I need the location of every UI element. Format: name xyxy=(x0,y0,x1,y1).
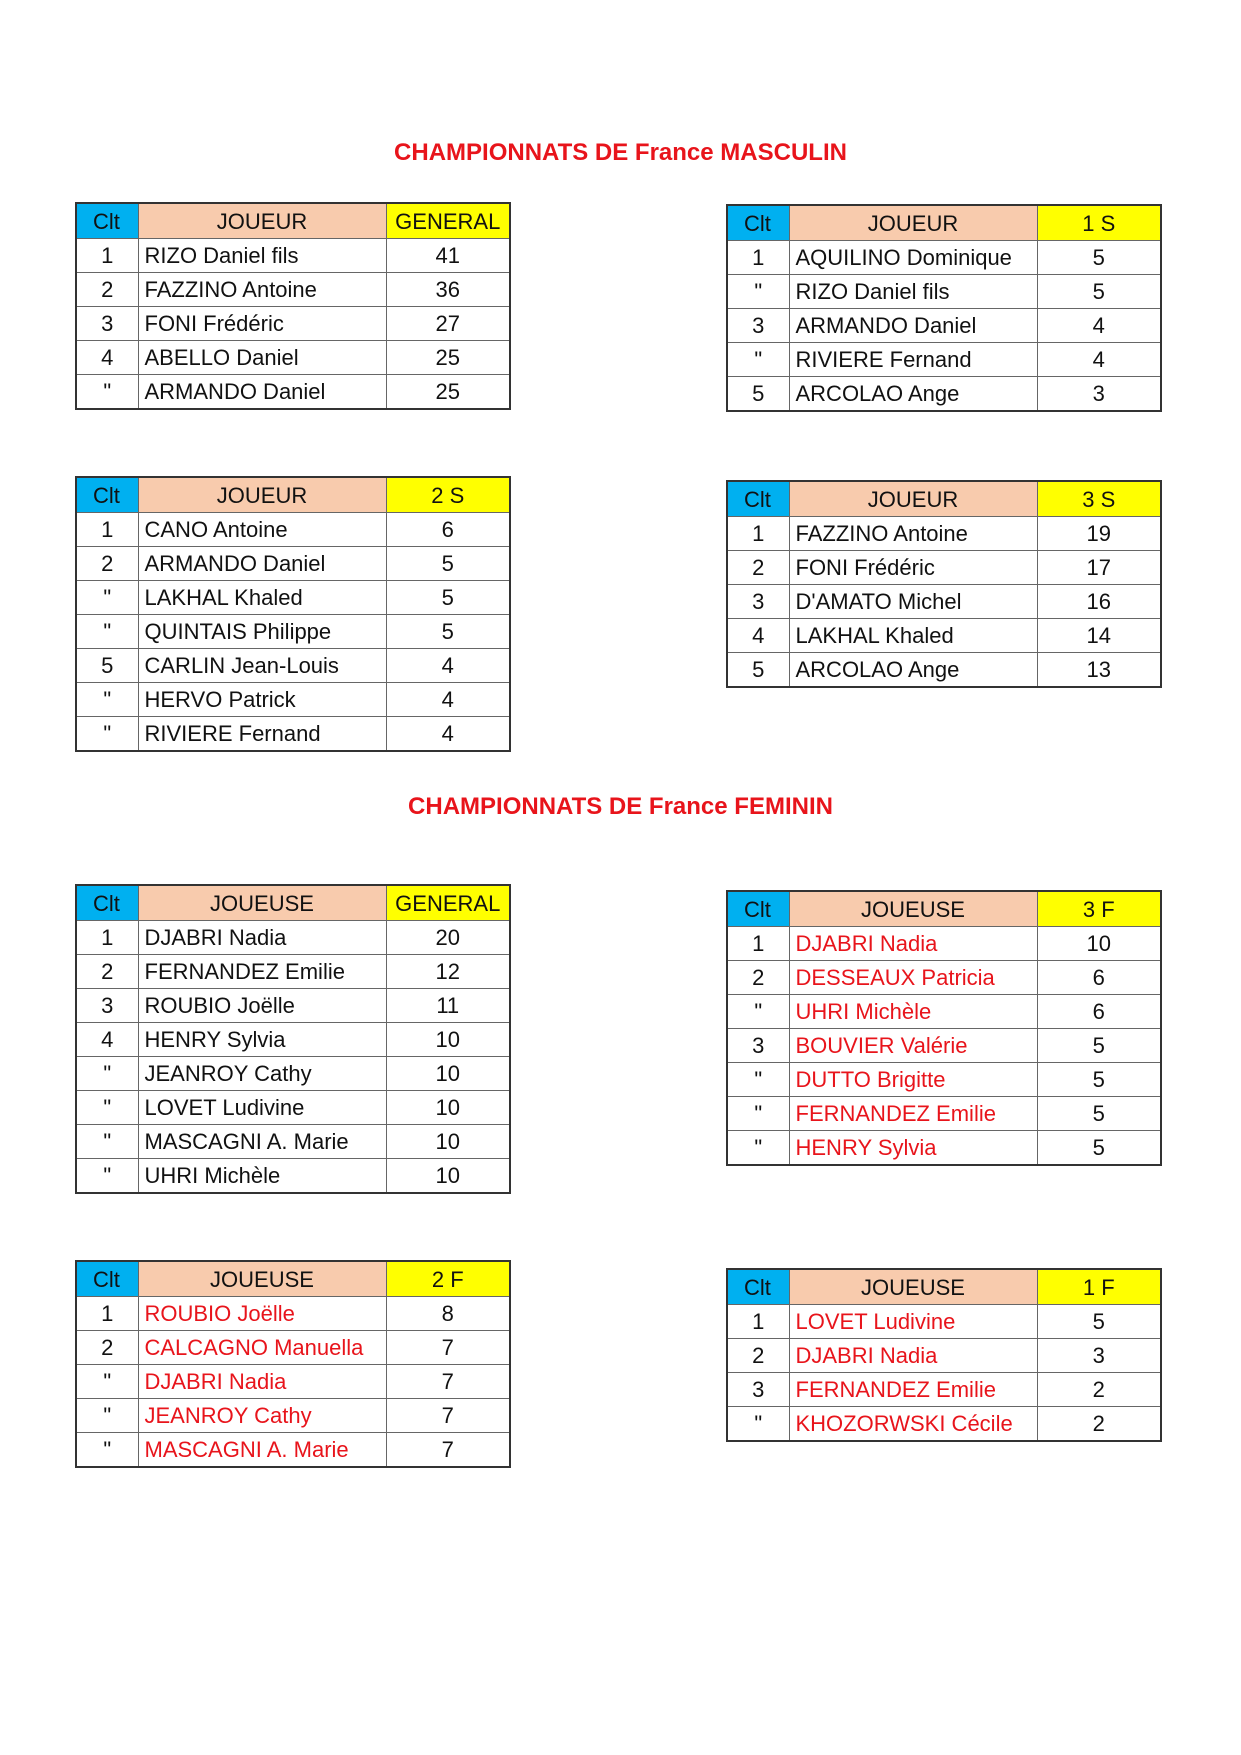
title-feminin: CHAMPIONNATS DE France FEMININ xyxy=(408,793,833,820)
rank-cell: " xyxy=(76,615,138,649)
score-cell: 19 xyxy=(1037,517,1161,551)
rank-cell: 3 xyxy=(727,309,789,343)
score-cell: 10 xyxy=(1037,927,1161,961)
rank-cell: 1 xyxy=(76,1297,138,1331)
table-m-3s xyxy=(726,480,1162,688)
score-cell: 5 xyxy=(1037,1305,1161,1339)
rank-cell: " xyxy=(76,717,138,752)
player-name-cell: RIVIERE Fernand xyxy=(789,343,1037,377)
score-cell: 16 xyxy=(1037,585,1161,619)
table-header-row xyxy=(76,203,510,239)
rank-cell: " xyxy=(727,1063,789,1097)
score-cell: 7 xyxy=(386,1365,510,1399)
rank-cell: 2 xyxy=(727,961,789,995)
score-cell: 7 xyxy=(386,1399,510,1433)
table-m-general xyxy=(75,202,511,410)
score-cell: 5 xyxy=(1037,1097,1161,1131)
player-name-cell: UHRI Michèle xyxy=(789,995,1037,1029)
score-cell: 5 xyxy=(1037,1029,1161,1063)
score-cell: 14 xyxy=(1037,619,1161,653)
rank-cell: 3 xyxy=(727,1373,789,1407)
table-row xyxy=(76,1023,510,1057)
table-row xyxy=(727,1097,1161,1131)
score-cell: 2 xyxy=(1037,1373,1161,1407)
player-name-cell: ROUBIO Joëlle xyxy=(138,989,386,1023)
player-name-cell: DUTTO Brigitte xyxy=(789,1063,1037,1097)
table-header-row xyxy=(76,885,510,921)
rank-cell: 2 xyxy=(76,547,138,581)
score-cell: 8 xyxy=(386,1297,510,1331)
score-cell: 4 xyxy=(1037,309,1161,343)
score-cell: 10 xyxy=(386,1057,510,1091)
rank-cell: 1 xyxy=(727,927,789,961)
table-row xyxy=(727,377,1161,412)
score-cell: 10 xyxy=(386,1091,510,1125)
score-cell: 4 xyxy=(386,649,510,683)
table-row xyxy=(76,1331,510,1365)
score-cell: 5 xyxy=(386,581,510,615)
score-cell: 4 xyxy=(386,717,510,752)
rank-cell: 1 xyxy=(76,513,138,547)
table-row xyxy=(76,1297,510,1331)
rank-cell: 3 xyxy=(76,989,138,1023)
score-cell: 25 xyxy=(386,341,510,375)
rank-cell: 1 xyxy=(76,239,138,273)
player-name-cell: LAKHAL Khaled xyxy=(138,581,386,615)
score-cell: 41 xyxy=(386,239,510,273)
header-clt: Clt xyxy=(727,1269,789,1305)
rank-cell: 1 xyxy=(76,921,138,955)
player-name-cell: MASCAGNI A. Marie xyxy=(138,1125,386,1159)
table-row xyxy=(76,1433,510,1468)
rank-cell: " xyxy=(76,375,138,410)
table-row xyxy=(727,1339,1161,1373)
rank-cell: 3 xyxy=(727,1029,789,1063)
player-name-cell: CARLIN Jean-Louis xyxy=(138,649,386,683)
rank-cell: " xyxy=(727,1097,789,1131)
table-row xyxy=(76,955,510,989)
player-name-cell: CANO Antoine xyxy=(138,513,386,547)
table-row xyxy=(727,585,1161,619)
player-name-cell: QUINTAIS Philippe xyxy=(138,615,386,649)
score-cell: 4 xyxy=(386,683,510,717)
player-name-cell: ARMANDO Daniel xyxy=(789,309,1037,343)
player-name-cell: HERVO Patrick xyxy=(138,683,386,717)
player-name-cell: RIVIERE Fernand xyxy=(138,717,386,752)
rank-cell: 2 xyxy=(76,1331,138,1365)
table-row xyxy=(727,275,1161,309)
player-name-cell: ARCOLAO Ange xyxy=(789,377,1037,412)
rank-cell: 3 xyxy=(76,307,138,341)
player-name-cell: DJABRI Nadia xyxy=(789,1339,1037,1373)
table-row xyxy=(76,307,510,341)
rank-cell: " xyxy=(76,1433,138,1468)
table-row xyxy=(76,1365,510,1399)
rank-cell: 1 xyxy=(727,1305,789,1339)
table-row xyxy=(76,649,510,683)
player-name-cell: FERNANDEZ Emilie xyxy=(789,1373,1037,1407)
score-cell: 6 xyxy=(386,513,510,547)
rank-cell: " xyxy=(727,343,789,377)
table-row xyxy=(76,1057,510,1091)
header-player: JOUEUR xyxy=(138,203,386,239)
table-row xyxy=(76,375,510,410)
table-row xyxy=(727,1305,1161,1339)
table-header-row xyxy=(76,1261,510,1297)
header-player: JOUEUR xyxy=(789,205,1037,241)
rank-cell: 2 xyxy=(76,273,138,307)
score-cell: 13 xyxy=(1037,653,1161,688)
rank-cell: 4 xyxy=(76,1023,138,1057)
header-player: JOUEUSE xyxy=(138,885,386,921)
table-row xyxy=(76,1091,510,1125)
table-row xyxy=(727,241,1161,275)
table-f-1f xyxy=(726,1268,1162,1442)
table-row xyxy=(727,1063,1161,1097)
rank-cell: " xyxy=(727,1131,789,1166)
score-cell: 10 xyxy=(386,1023,510,1057)
player-name-cell: ARCOLAO Ange xyxy=(789,653,1037,688)
score-cell: 7 xyxy=(386,1331,510,1365)
table-row xyxy=(727,1131,1161,1166)
rank-cell: " xyxy=(727,995,789,1029)
score-cell: 6 xyxy=(1037,961,1161,995)
header-clt: Clt xyxy=(76,477,138,513)
table-row xyxy=(727,927,1161,961)
score-cell: 10 xyxy=(386,1125,510,1159)
table-row xyxy=(76,547,510,581)
table-row xyxy=(76,989,510,1023)
header-player: JOUEUSE xyxy=(789,1269,1037,1305)
rank-cell: 2 xyxy=(76,955,138,989)
header-score: 1 F xyxy=(1037,1269,1161,1305)
table-row xyxy=(76,513,510,547)
player-name-cell: FONI Frédéric xyxy=(138,307,386,341)
table-row xyxy=(727,1373,1161,1407)
player-name-cell: ROUBIO Joëlle xyxy=(138,1297,386,1331)
table-row xyxy=(76,717,510,752)
player-name-cell: RIZO Daniel fils xyxy=(138,239,386,273)
rank-cell: 5 xyxy=(727,653,789,688)
player-name-cell: LOVET Ludivine xyxy=(138,1091,386,1125)
score-cell: 6 xyxy=(1037,995,1161,1029)
player-name-cell: ARMANDO Daniel xyxy=(138,547,386,581)
score-cell: 36 xyxy=(386,273,510,307)
rank-cell: 5 xyxy=(727,377,789,412)
player-name-cell: UHRI Michèle xyxy=(138,1159,386,1194)
score-cell: 5 xyxy=(1037,1131,1161,1166)
table-header-row xyxy=(727,481,1161,517)
player-name-cell: ABELLO Daniel xyxy=(138,341,386,375)
player-name-cell: HENRY Sylvia xyxy=(138,1023,386,1057)
rank-cell: 2 xyxy=(727,551,789,585)
rank-cell: " xyxy=(727,275,789,309)
player-name-cell: FONI Frédéric xyxy=(789,551,1037,585)
table-row xyxy=(76,273,510,307)
header-player: JOUEUSE xyxy=(138,1261,386,1297)
score-cell: 5 xyxy=(1037,241,1161,275)
table-row xyxy=(727,619,1161,653)
rank-cell: 3 xyxy=(727,585,789,619)
header-player: JOUEUSE xyxy=(789,891,1037,927)
rank-cell: " xyxy=(76,1159,138,1194)
player-name-cell: FAZZINO Antoine xyxy=(138,273,386,307)
table-row xyxy=(727,309,1161,343)
table-header-row xyxy=(727,891,1161,927)
table-f-3f xyxy=(726,890,1162,1166)
score-cell: 12 xyxy=(386,955,510,989)
score-cell: 5 xyxy=(1037,275,1161,309)
player-name-cell: FERNANDEZ Emilie xyxy=(138,955,386,989)
header-clt: Clt xyxy=(727,481,789,517)
player-name-cell: LOVET Ludivine xyxy=(789,1305,1037,1339)
table-header-row xyxy=(76,477,510,513)
player-name-cell: DJABRI Nadia xyxy=(138,1365,386,1399)
header-score: 1 S xyxy=(1037,205,1161,241)
rank-cell: " xyxy=(76,683,138,717)
rank-cell: 1 xyxy=(727,241,789,275)
player-name-cell: DJABRI Nadia xyxy=(138,921,386,955)
player-name-cell: JEANROY Cathy xyxy=(138,1057,386,1091)
score-cell: 4 xyxy=(1037,343,1161,377)
rank-cell: 4 xyxy=(76,341,138,375)
table-row xyxy=(727,551,1161,585)
table-row xyxy=(76,615,510,649)
rank-cell: " xyxy=(76,1365,138,1399)
rank-cell: " xyxy=(76,581,138,615)
player-name-cell: ARMANDO Daniel xyxy=(138,375,386,410)
score-cell: 25 xyxy=(386,375,510,410)
table-f-2f xyxy=(75,1260,511,1468)
player-name-cell: AQUILINO Dominique xyxy=(789,241,1037,275)
header-score: GENERAL xyxy=(386,203,510,239)
score-cell: 11 xyxy=(386,989,510,1023)
table-row xyxy=(76,921,510,955)
player-name-cell: D'AMATO Michel xyxy=(789,585,1037,619)
score-cell: 17 xyxy=(1037,551,1161,585)
table-row xyxy=(76,341,510,375)
score-cell: 3 xyxy=(1037,1339,1161,1373)
player-name-cell: DJABRI Nadia xyxy=(789,927,1037,961)
player-name-cell: CALCAGNO Manuella xyxy=(138,1331,386,1365)
header-score: 2 F xyxy=(386,1261,510,1297)
header-clt: Clt xyxy=(727,891,789,927)
player-name-cell: LAKHAL Khaled xyxy=(789,619,1037,653)
rank-cell: 1 xyxy=(727,517,789,551)
score-cell: 20 xyxy=(386,921,510,955)
player-name-cell: RIZO Daniel fils xyxy=(789,275,1037,309)
table-row xyxy=(76,1399,510,1433)
score-cell: 3 xyxy=(1037,377,1161,412)
player-name-cell: DESSEAUX Patricia xyxy=(789,961,1037,995)
header-score: 3 S xyxy=(1037,481,1161,517)
score-cell: 10 xyxy=(386,1159,510,1194)
player-name-cell: BOUVIER Valérie xyxy=(789,1029,1037,1063)
table-m-1s xyxy=(726,204,1162,412)
score-cell: 27 xyxy=(386,307,510,341)
rank-cell: " xyxy=(76,1125,138,1159)
header-score: GENERAL xyxy=(386,885,510,921)
table-row xyxy=(727,961,1161,995)
table-row xyxy=(76,581,510,615)
table-row xyxy=(727,343,1161,377)
player-name-cell: MASCAGNI A. Marie xyxy=(138,1433,386,1468)
rank-cell: 4 xyxy=(727,619,789,653)
score-cell: 5 xyxy=(386,547,510,581)
rank-cell: " xyxy=(76,1091,138,1125)
table-row xyxy=(76,239,510,273)
table-row xyxy=(76,1125,510,1159)
table-row xyxy=(727,1029,1161,1063)
score-cell: 2 xyxy=(1037,1407,1161,1442)
table-row xyxy=(727,1407,1161,1442)
table-header-row xyxy=(727,205,1161,241)
header-player: JOUEUR xyxy=(138,477,386,513)
header-clt: Clt xyxy=(727,205,789,241)
player-name-cell: KHOZORWSKI Cécile xyxy=(789,1407,1037,1442)
table-row xyxy=(727,517,1161,551)
table-m-2s xyxy=(75,476,511,752)
rank-cell: " xyxy=(76,1399,138,1433)
rank-cell: 5 xyxy=(76,649,138,683)
player-name-cell: JEANROY Cathy xyxy=(138,1399,386,1433)
header-player: JOUEUR xyxy=(789,481,1037,517)
player-name-cell: HENRY Sylvia xyxy=(789,1131,1037,1166)
player-name-cell: FAZZINO Antoine xyxy=(789,517,1037,551)
table-row xyxy=(76,683,510,717)
header-score: 2 S xyxy=(386,477,510,513)
rank-cell: " xyxy=(727,1407,789,1442)
header-score: 3 F xyxy=(1037,891,1161,927)
player-name-cell: FERNANDEZ Emilie xyxy=(789,1097,1037,1131)
table-row xyxy=(76,1159,510,1194)
table-row xyxy=(727,995,1161,1029)
header-clt: Clt xyxy=(76,1261,138,1297)
table-row xyxy=(727,653,1161,688)
header-clt: Clt xyxy=(76,203,138,239)
score-cell: 5 xyxy=(386,615,510,649)
title-masculin: CHAMPIONNATS DE France MASCULIN xyxy=(394,139,847,166)
table-f-general xyxy=(75,884,511,1194)
score-cell: 7 xyxy=(386,1433,510,1468)
rank-cell: " xyxy=(76,1057,138,1091)
rank-cell: 2 xyxy=(727,1339,789,1373)
table-header-row xyxy=(727,1269,1161,1305)
score-cell: 5 xyxy=(1037,1063,1161,1097)
header-clt: Clt xyxy=(76,885,138,921)
